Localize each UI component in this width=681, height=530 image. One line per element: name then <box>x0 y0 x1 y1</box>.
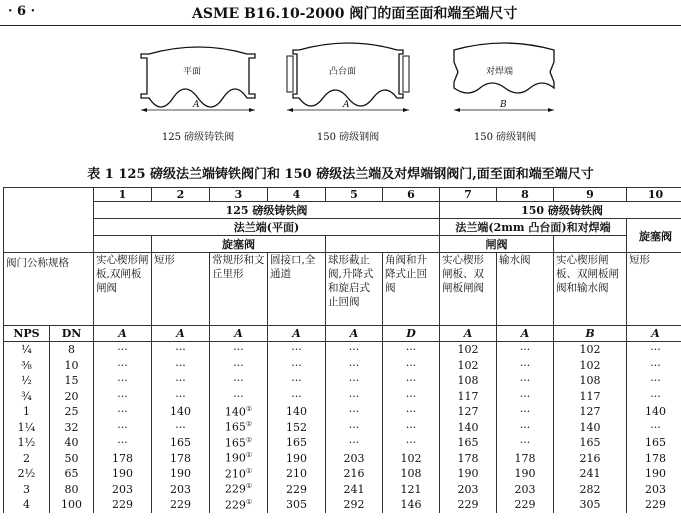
value-cell: 102 <box>383 451 440 467</box>
value-cell: 102 <box>440 358 497 374</box>
value-cell <box>210 451 268 467</box>
value-cell: 178 <box>497 451 554 467</box>
blank-cell <box>94 236 152 253</box>
value-cell: 203 <box>326 451 383 467</box>
value-cell: 229 <box>497 497 554 513</box>
nps-cell: 2 <box>4 451 50 467</box>
value-cell: ··· <box>94 435 152 451</box>
footnote-marker: ① <box>245 404 253 413</box>
dn-cell: 65 <box>50 466 94 482</box>
table-row <box>4 389 681 405</box>
nps-cell: 2½ <box>4 466 50 482</box>
value-cell: ··· <box>210 358 268 374</box>
unit-dn: DN <box>50 326 94 342</box>
value-cell <box>210 482 268 498</box>
nps-cell: ¾ <box>4 389 50 405</box>
value-cell: 117 <box>440 389 497 405</box>
dimension-label: A <box>193 100 200 110</box>
col-number: 9 <box>554 188 627 202</box>
page-title: ASME B16.10-2000 阀门的面至面和端至端尺寸 <box>192 6 518 22</box>
table-row <box>4 482 681 498</box>
dn-cell: 25 <box>50 404 94 420</box>
value-cell: ··· <box>627 358 681 374</box>
value-text: 229 <box>224 483 246 497</box>
value-cell: ··· <box>210 389 268 405</box>
dn-cell: 8 <box>50 342 94 358</box>
value-cell: ··· <box>497 373 554 389</box>
dim-code: A <box>210 326 268 342</box>
dn-cell: 40 <box>50 435 94 451</box>
dn-cell: 80 <box>50 482 94 498</box>
dn-cell: 10 <box>50 358 94 374</box>
nps-cell: ¼ <box>4 342 50 358</box>
value-cell: 102 <box>440 342 497 358</box>
dim-code: A <box>152 326 210 342</box>
page-number: · 6 · <box>8 4 36 19</box>
value-cell: 282 <box>554 482 627 498</box>
dim-code: A <box>627 326 681 342</box>
table-row <box>4 451 681 467</box>
value-cell: 190 <box>152 466 210 482</box>
value-cell: ··· <box>94 404 152 420</box>
footnote-marker: ① <box>245 420 253 429</box>
value-cell: ··· <box>94 358 152 374</box>
col-label: 圆接口,全通道 <box>268 253 326 326</box>
value-cell: 165 <box>627 435 681 451</box>
value-cell: ··· <box>326 342 383 358</box>
value-cell: 216 <box>554 451 627 467</box>
value-cell: ··· <box>94 420 152 436</box>
value-cell: ··· <box>210 373 268 389</box>
nps-cell: 1¼ <box>4 420 50 436</box>
value-cell: ··· <box>497 435 554 451</box>
value-cell: ··· <box>497 420 554 436</box>
value-cell: ··· <box>326 358 383 374</box>
table-caption: 表 1 125 磅级法兰端铸铁阀门和 150 磅级法兰端及对焊端钢阀门,面至面和端至端尺寸 <box>87 167 594 182</box>
value-text: 210 <box>224 467 246 481</box>
value-cell: 229 <box>268 482 326 498</box>
value-cell: ··· <box>627 373 681 389</box>
col-label: 实心楔形闸板、双闸板闸阀 <box>440 253 497 326</box>
value-cell: 305 <box>554 497 627 513</box>
value-cell: ··· <box>268 358 326 374</box>
dim-code: A <box>326 326 383 342</box>
value-text: 140 <box>224 405 246 419</box>
value-cell: ··· <box>268 389 326 405</box>
value-cell: ··· <box>152 420 210 436</box>
table-row <box>4 435 681 451</box>
value-cell: 165 <box>554 435 627 451</box>
value-cell: 108 <box>383 466 440 482</box>
header-rule <box>0 25 681 26</box>
value-cell: 210 <box>268 466 326 482</box>
group-steel-header: 150 磅级铸铁阀 <box>440 202 681 219</box>
value-cell: ··· <box>383 342 440 358</box>
col-label: 球形截止阀,升降式和旋启式止回阀 <box>326 253 383 326</box>
value-cell <box>210 435 268 451</box>
col-number: 2 <box>152 188 210 202</box>
value-cell: ··· <box>383 373 440 389</box>
value-cell: ··· <box>152 389 210 405</box>
dimension-label: B <box>500 100 507 110</box>
value-cell: ··· <box>326 404 383 420</box>
diagram-raised-face <box>283 40 413 130</box>
footnote-marker: ① <box>245 482 253 491</box>
diagram-caption: 150 磅级钢阀 <box>473 132 537 143</box>
value-cell: 102 <box>554 358 627 374</box>
value-cell: 229 <box>440 497 497 513</box>
value-cell: ··· <box>94 373 152 389</box>
col-number: 3 <box>210 188 268 202</box>
nps-cell: ½ <box>4 373 50 389</box>
value-cell: 165 <box>152 435 210 451</box>
sub-plug-cast: 旋塞阀 <box>152 236 326 253</box>
value-cell: 203 <box>94 482 152 498</box>
table-row <box>4 404 681 420</box>
value-cell: 305 <box>268 497 326 513</box>
value-cell: 140 <box>268 404 326 420</box>
value-cell: 121 <box>383 482 440 498</box>
dn-cell: 50 <box>50 451 94 467</box>
value-cell: ··· <box>94 389 152 405</box>
value-cell: 146 <box>383 497 440 513</box>
col-number: 4 <box>268 188 326 202</box>
value-cell: 229 <box>152 497 210 513</box>
diagram-caption: 125 磅级铸铁阀 <box>161 132 235 143</box>
value-cell: ··· <box>497 342 554 358</box>
dimensions-table <box>3 187 681 513</box>
value-cell: 140 <box>152 404 210 420</box>
col-label: 常规形和文丘里形 <box>210 253 268 326</box>
nps-cell: 1½ <box>4 435 50 451</box>
dim-code: A <box>497 326 554 342</box>
value-cell: 140 <box>627 404 681 420</box>
end-steel-header: 法兰端(2mm 凸台面)和对焊端 <box>440 219 627 236</box>
value-cell: 102 <box>554 342 627 358</box>
value-cell: 165 <box>268 435 326 451</box>
nps-cell: 1 <box>4 404 50 420</box>
dn-cell: 100 <box>50 497 94 513</box>
value-cell: 178 <box>627 451 681 467</box>
value-text: 229 <box>224 498 246 512</box>
value-cell <box>210 497 268 513</box>
value-cell: ··· <box>383 389 440 405</box>
value-cell: ··· <box>383 404 440 420</box>
blank-cell <box>326 236 440 253</box>
value-cell: ··· <box>210 342 268 358</box>
dim-code: A <box>268 326 326 342</box>
col-label: 输水阀 <box>497 253 554 326</box>
value-cell: 178 <box>440 451 497 467</box>
col-label: 短形 <box>152 253 210 326</box>
value-cell: 190 <box>627 466 681 482</box>
nps-cell: 3 <box>4 482 50 498</box>
diagram-inner-label: 平面 <box>183 67 202 77</box>
table-body <box>4 342 681 513</box>
dim-code: B <box>554 326 627 342</box>
value-cell: ··· <box>497 389 554 405</box>
value-cell: ··· <box>94 342 152 358</box>
value-cell: 178 <box>94 451 152 467</box>
value-cell: 165 <box>440 435 497 451</box>
table-row <box>4 342 681 358</box>
table-row <box>4 466 681 482</box>
nps-cell: 4 <box>4 497 50 513</box>
diagram-flat-face <box>133 40 263 130</box>
end-cast-header: 法兰端(平面) <box>94 219 440 236</box>
size-label-cell <box>4 188 94 253</box>
table-row <box>4 497 681 513</box>
value-cell: 190 <box>497 466 554 482</box>
diagram-butt-weld <box>440 40 570 130</box>
value-cell: ··· <box>326 420 383 436</box>
footnote-marker: ① <box>245 466 253 475</box>
col-label: 实心楔形闸板、双闸板闸阀和输水阀 <box>554 253 627 326</box>
value-cell: 203 <box>497 482 554 498</box>
value-cell: ··· <box>152 358 210 374</box>
size-label: 阀门公称规格 <box>4 253 94 326</box>
dim-code: A <box>94 326 152 342</box>
value-text: 165 <box>224 436 246 450</box>
footnote-marker: ① <box>245 451 253 460</box>
value-text: 190 <box>224 452 246 466</box>
value-cell <box>210 420 268 436</box>
value-cell: ··· <box>152 373 210 389</box>
value-cell: ··· <box>383 358 440 374</box>
dimension-label: A <box>343 100 350 110</box>
group-cast-header: 125 磅级铸铁阀 <box>94 202 440 219</box>
sub-gate-steel: 闸阀 <box>440 236 554 253</box>
value-cell: 108 <box>554 373 627 389</box>
value-cell: 152 <box>268 420 326 436</box>
sub-plug-steel: 旋塞阀 <box>627 219 681 253</box>
value-cell: 190 <box>268 451 326 467</box>
value-cell: 292 <box>326 497 383 513</box>
col-number: 10 <box>627 188 681 202</box>
value-cell: ··· <box>627 420 681 436</box>
col-number: 5 <box>326 188 383 202</box>
value-cell: 216 <box>326 466 383 482</box>
unit-nps: NPS <box>4 326 50 342</box>
value-cell: 108 <box>440 373 497 389</box>
value-cell: 241 <box>554 466 627 482</box>
value-cell: 140 <box>440 420 497 436</box>
col-label: 实心楔形闸板,双闸板闸阀 <box>94 253 152 326</box>
diagram-caption: 150 磅级钢阀 <box>316 132 380 143</box>
value-cell: 203 <box>440 482 497 498</box>
value-cell: ··· <box>326 435 383 451</box>
value-cell: ··· <box>326 373 383 389</box>
col-label: 角阀和升降式止回阀 <box>383 253 440 326</box>
diagram-inner-label: 对焊端 <box>486 67 514 77</box>
value-cell: ··· <box>268 342 326 358</box>
value-cell: 203 <box>627 482 681 498</box>
value-cell: ··· <box>627 389 681 405</box>
dim-code: A <box>440 326 497 342</box>
table-row <box>4 373 681 389</box>
diagram-inner-label: 凸台面 <box>329 67 357 77</box>
value-cell: 203 <box>152 482 210 498</box>
value-cell: ··· <box>326 389 383 405</box>
col-number: 1 <box>94 188 152 202</box>
table-row <box>4 358 681 374</box>
dim-code: D <box>383 326 440 342</box>
value-cell: ··· <box>497 404 554 420</box>
page-header <box>0 2 681 22</box>
dn-cell: 15 <box>50 373 94 389</box>
value-cell: 229 <box>627 497 681 513</box>
value-cell: ··· <box>383 435 440 451</box>
col-label: 短形 <box>627 253 681 326</box>
dn-cell: 20 <box>50 389 94 405</box>
col-number: 8 <box>497 188 554 202</box>
value-cell: ··· <box>268 373 326 389</box>
table-row <box>4 420 681 436</box>
dn-cell: 32 <box>50 420 94 436</box>
value-cell <box>210 404 268 420</box>
value-cell: 190 <box>440 466 497 482</box>
blank-cell <box>554 236 627 253</box>
value-cell: 229 <box>94 497 152 513</box>
value-cell: 241 <box>326 482 383 498</box>
value-text: 165 <box>224 421 246 435</box>
value-cell: ··· <box>497 358 554 374</box>
value-cell: 140 <box>554 420 627 436</box>
value-cell: 190 <box>94 466 152 482</box>
value-cell: 127 <box>554 404 627 420</box>
value-cell: ··· <box>152 342 210 358</box>
value-cell: ··· <box>627 342 681 358</box>
footnote-marker: ① <box>245 435 253 444</box>
value-cell: ··· <box>383 420 440 436</box>
footnote-marker: ① <box>245 497 253 506</box>
col-number: 6 <box>383 188 440 202</box>
col-number: 7 <box>440 188 497 202</box>
value-cell: 178 <box>152 451 210 467</box>
value-cell: 127 <box>440 404 497 420</box>
value-cell: 117 <box>554 389 627 405</box>
value-cell <box>210 466 268 482</box>
nps-cell: ⅜ <box>4 358 50 374</box>
